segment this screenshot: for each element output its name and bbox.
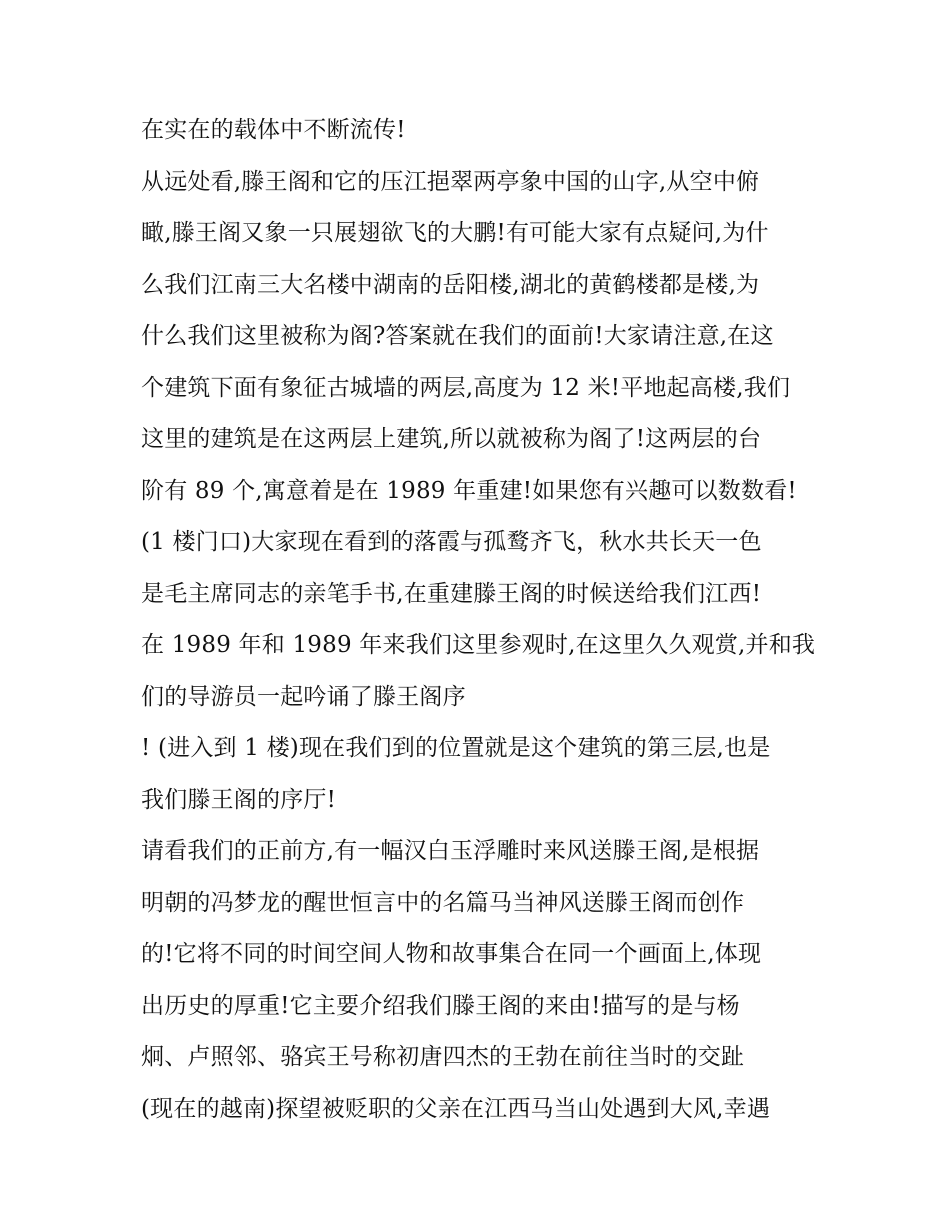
text-line: 请看我们的正前方,有一幅汉白玉浮雕时来风送滕王阁,是根据 [141,838,760,864]
text-line: 什么我们这里被称为阁?答案就在我们的面前!大家请注意,在这 [141,323,774,349]
text-line: (现在的越南)探望被贬职的父亲在江西马当山处遇到大风,幸遇 [141,1095,771,1122]
body-text [141,112,841,1142]
text-line: 的!它将不同的时间空间人物和故事集合在同一个画面上,体现 [141,941,762,967]
text-line: 炯、卢照邻、骆宾王号称初唐四杰的王勃在前往当时的交趾 [141,1044,745,1070]
text-line: 从远处看,滕王阁和它的压江挹翠两亭象中国的山字,从空中俯 [141,168,760,195]
text-line: 在实在的载体中不断流传! [141,117,406,143]
text-line: ! (进入到 1 楼)现在我们到的位置就是这个建筑的第三层,也是 [141,735,771,761]
text-line: (1 楼门口)大家现在看到的落霞与孤鹜齐飞，秋水共长天一色 [141,529,762,555]
text-line: 瞰,滕王阁又象一只展翅欲飞的大鹏!有可能大家有点疑问,为什 [141,220,769,246]
text-line: 明朝的冯梦龙的醒世恒言中的名篇马当神风送滕王阁而创作 [141,889,745,916]
text-line: 个建筑下面有象征古城墙的两层,高度为 12 米!平地起高楼,我们 [141,374,791,401]
text-line: 我们滕王阁的序厅! [141,786,337,813]
text-line: 在 1989 年和 1989 年来我们这里参观时,在这里久久观赏,并和我 [141,632,816,658]
text-line: 这里的建筑是在这两层上建筑,所以就被称为阁了!这两层的台 [141,426,762,452]
text-line: 们的导游员一起吟诵了滕王阁序 [141,683,466,710]
text-line: 阶有 89 个,寓意着是在 1989 年重建!如果您有兴趣可以数数看! [141,477,797,504]
text-line: 么我们江南三大名楼中湖南的岳阳楼,湖北的黄鹤楼都是楼,为 [141,271,760,298]
text-line: 出历史的厚重!它主要介绍我们滕王阁的来由!描写的是与杨 [141,992,740,1019]
text-line: 是毛主席同志的亲笔手书,在重建滕王阁的时候送给我们江西! [141,580,762,607]
